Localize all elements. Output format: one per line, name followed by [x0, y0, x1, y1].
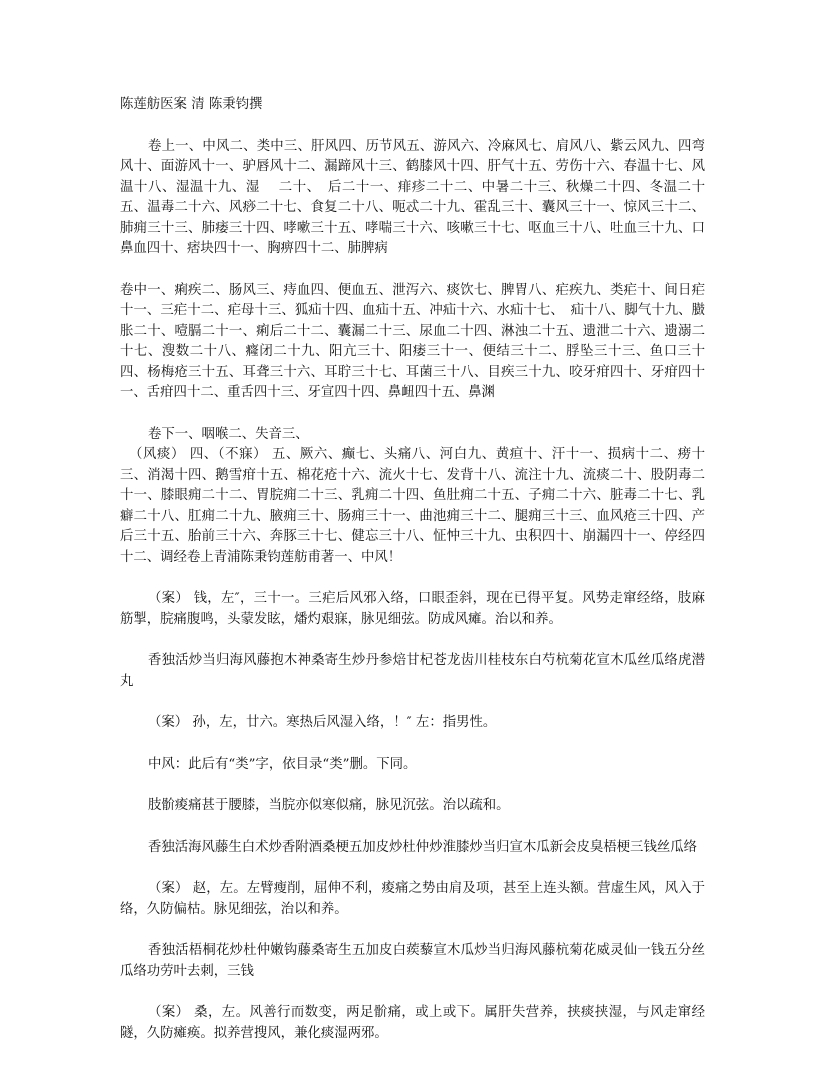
case-paragraph: （案） 钱，左″，三十一。三疟后风邪入络，口眼歪斜，现在已得平复。风势走窜经络，肢麻筋掣，脘痛腹鸣，头蒙发眩，燔灼艰寐，脉见细弦。防成风瘫。治以和养。	[120, 591, 705, 627]
toc-volume-2: 卷中一、痢疾二、肠风三、痔血四、便血五、泄泻六、痰饮七、脾胃八、疟疾九、类疟十、间日疟十一、三疟十二、疟母十三、狐疝十四、血疝十五、冲疝十六、水疝十七、 疝十八、脚气十九、臌胀二十、噎膈二十一、痢后二十二、囊漏二十三、尿血二十四、淋浊二十五、遗泄二十六、遗溺二十七、溲数二十八、癃闭二十九、阳亢三十、阳痿三十一、便结三十二、脬坠三十三、鱼口三十四、杨梅疮三十五、耳聋三十六、耳聍三十七、耳菌三十八、目疾三十九、咬牙疳四十、牙疳四十一、舌疳四十二、重舌四十三、牙宣四十四、鼻衄四十五、鼻渊	[120, 282, 705, 400]
case-paragraph: 肢骱痠痛甚于腰膝，当脘亦似寒似痛，脉见沉弦。治以疏和。	[148, 798, 510, 813]
prescription-paragraph: 香独活炒当归海风藤抱木神桑寄生炒丹参焙甘杞苍龙齿川桂枝东白芍杭菊花宣木瓜丝瓜络虎潜丸	[120, 653, 705, 689]
prescription-paragraph: 香独活梧桐花炒杜仲嫩钩藤桑寄生五加皮白蒺藜宣木瓜炒当归海风藤杭菊花威灵仙一钱五分丝瓜络功劳叶去刺，三钱	[120, 943, 705, 979]
document-title: 陈莲舫医案 清 陈秉钧撰	[120, 97, 263, 112]
case-paragraph: （案） 赵，左。左臂瘦削，屈伸不利，痠痛之势由肩及项，甚至上连头额。营虚生风，风入于络，久防偏枯。脉见细弦，治以和养。	[120, 881, 705, 917]
toc-volume-1: 卷上一、中风二、类中三、肝风四、历节风五、游风六、冷麻风七、肩风八、紫云风九、四弯风十、面游风十一、驴唇风十二、漏蹄风十三、鹤膝风十四、肝气十五、劳伤十六、春温十七、风温十八、湿温十九、湿 二十、 后二十一、痱疹二十二、中暑二十三、秋燥二十四、冬温二十五、温毒二十六、风痧二十七、食复二十八、呃忒二十九、霍乱三十、囊风三十一、惊风三十二、肺痈三十三、肺痿三十四、哮嗽三十五、哮喘三十六、咳嗽三十七、呕血三十八、吐血三十九、口鼻血四十、痞块四十一、胸痹四十二、肺脾病	[120, 138, 705, 256]
toc-volume-3-body: （风痰） 四、（不寐） 五、厥六、癫七、头痛八、河白九、黄疸十、汗十一、损病十二、痨十三、消渴十四、鹅雪疳十五、棉花疮十六、流火十七、发背十八、流注十九、流痰二十、股阴毒二十一、膝眼痈二十二、胃脘痈二十三、乳痈二十四、鱼肚痈二十五、子痈二十六、脏毒二十七、乳癖二十八、肛痈二十九、腋痈三十、肠痈三十一、曲池痈三十二、腿痈三十三、血风疮三十四、产后三十五、胎前三十六、奔豚三十七、健忘三十八、怔忡三十九、虫积四十、崩漏四十一、停经四十二、调经卷上青浦陈秉钧莲舫甫著一、中风！	[120, 447, 705, 565]
case-paragraph: （案） 桑，左。风善行而数变，两足骱痛，或上或下。属肝失营养，挟痰挟湿，与风走窜经隧，久防瘫痪。拟养营搜风，兼化痰湿两邪。	[120, 1005, 705, 1041]
prescription-paragraph: 香独活海风藤生白术炒香附酒桑梗五加皮炒杜仲炒淮膝炒当归宣木瓜新会皮臭梧梗三钱丝瓜络	[148, 839, 698, 855]
document-page	[120, 95, 705, 1065]
footnote-paragraph: 中风：此后有“类”字，依目录“类”删。下同。	[148, 756, 417, 772]
case-paragraph: （案） 孙，左，廿六。寒热后风湿入络，！″ 左：指男性。	[148, 715, 497, 730]
toc-volume-3-head: 卷下一、咽喉二、失音三、	[148, 426, 309, 442]
